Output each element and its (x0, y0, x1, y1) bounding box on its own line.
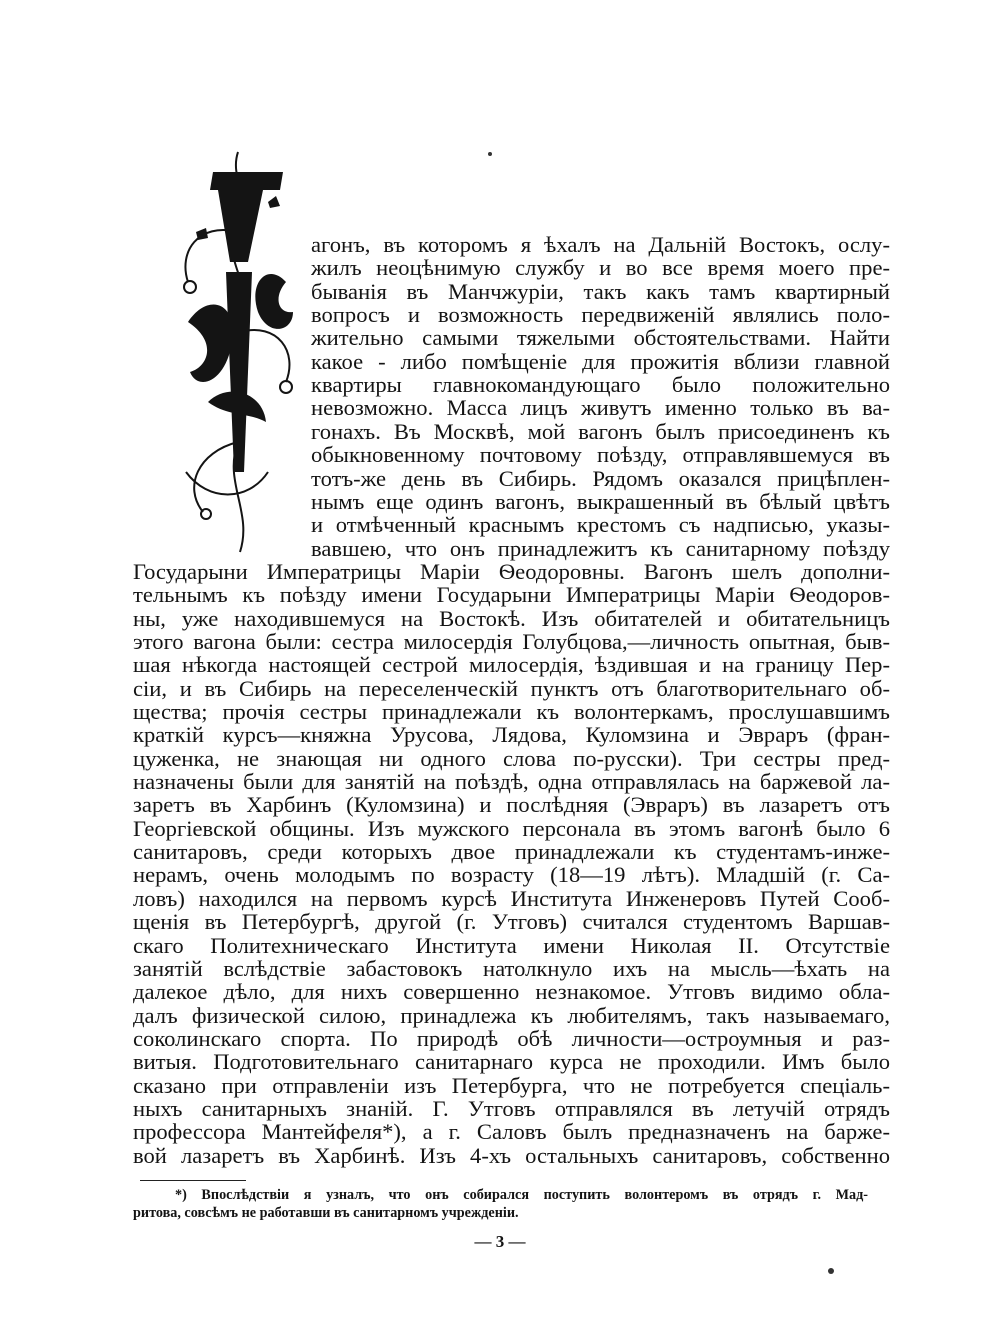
text-line: занятій вслѣдствіе забастовокъ натолкнуло ихъ на мысль—ѣхать на (133, 955, 890, 981)
text-line: Государыни Императрицы Маріи Ѳеодоровны. Вагонъ шелъ дополни- (133, 558, 890, 584)
text-line: ны, уже находившемуся на Востокѣ. Изъ обитателей и обитательницъ (133, 605, 890, 631)
text-line: жительно самыми тяжелыми обстоятельствами. Найти (311, 325, 890, 351)
text-line: ныхъ санитарныхъ знаній. Г. Утговъ отправлялся въ летучій отрядъ (133, 1095, 890, 1121)
footnote-rule (140, 1180, 246, 1181)
footnote-line: *) Впослѣдствіи я узналъ, что онъ собирался поступить волонтеромъ въ отрядъ г. Мад- (175, 1187, 868, 1203)
text-line: профессора Мантейфеля*), а г. Саловъ былъ предназначенъ на барже- (133, 1119, 890, 1145)
text-line: далъ физической силою, принадлежа къ любителямъ, такъ называемаго, (133, 1002, 890, 1028)
text-line: щества; прочія сестры принадлежали къ волонтеркамъ, прослушавшимъ (133, 699, 890, 724)
text-line: быванія въ Манчжуріи, такъ какъ тамъ квартирный (311, 278, 890, 304)
text-line: тотъ-же день въ Сибирь. Рядомъ оказался прицѣплен- (311, 465, 890, 491)
text-line: назначены были для занятій на поѣздѣ, одна отправлялась на баржевой ла- (133, 769, 890, 795)
text-line: нерамъ, очень молодымъ по возрасту (18—19 лѣтъ). Младшій (г. Са- (133, 862, 890, 888)
text-line: вавшею, что онъ принадлежитъ къ санитарному поѣзду (311, 535, 890, 561)
text-line: квартиры главнокомандующаго было положительно (311, 372, 890, 398)
text-line: нымъ еще одинъ вагонъ, выкрашенный въ бѣлый цвѣтъ (311, 488, 890, 514)
text-line: тельнымъ къ поѣзду имени Государыни Императрицы Маріи Ѳеодоров- (133, 582, 890, 608)
text-line: вой лазаретъ въ Харбинѣ. Изъ 4-хъ остальныхъ санитаровъ, собственно (133, 1142, 890, 1168)
text-line: этого вагона были: сестра милосердія Голубцова,—личность опытная, быв- (133, 628, 890, 654)
text-line: Георгіевской общины. Изъ мужского персонала въ этомъ вагонѣ было 6 (133, 815, 890, 841)
text-line: агонъ, въ которомъ я ѣхалъ на Дальній Востокъ, ослу- (311, 232, 890, 257)
text-line: санитаровъ, среди которыхъ двое принадлежали къ студентамъ-инже- (133, 839, 890, 865)
decorative-initial-v-icon (168, 142, 308, 562)
text-line: заретъ въ Харбинъ (Куломзина) и послѣдняя (Эвраръ) въ лазаретъ отъ (133, 792, 890, 818)
text-line: сіи, и въ Сибирь на переселенческій пунктъ отъ благотворительнаго об- (133, 675, 890, 701)
text-line: скаго Политехническаго Института имени Николая II. Отсутствіе (133, 932, 890, 958)
text-line: шая нѣкогда настоящей сестрой милосердія, ѣздившая и на границу Пер- (133, 652, 890, 678)
text-line: щенія въ Петербургѣ, другой (г. Утговъ) считался студентомъ Варшав- (133, 909, 890, 935)
text-line: соколинскаго спорта. По природѣ обѣ личности—остроумныя и раз- (133, 1025, 890, 1051)
text-line: краткій курсъ—княжна Урусова, Лядова, Куломзина и Эвраръ (фран- (133, 722, 890, 748)
text-line: ловъ) находился на первомъ курсѣ Института Инженеровъ Путей Сооб- (133, 885, 890, 911)
footnote-line: ритова, совсѣмъ не работавши въ санитарномъ учрежденіи. (133, 1205, 519, 1221)
text-line: цуженка, не знающая ни одного слова по-русски). Три сестры пред- (133, 745, 890, 771)
text-line: сказано при отправленіи изъ Петербурга, что не потребуется спеціаль- (133, 1072, 890, 1098)
text-line: обыкновенному почтовому поѣзду, отправлявшемуся въ (311, 442, 890, 468)
text-line: далекое дѣло, для нихъ совершенно незнакомое. Утговъ видимо обла- (133, 979, 890, 1005)
ink-speck (488, 152, 492, 156)
text-line: жилъ неоцѣнимую службу и во все время моего пре- (311, 255, 890, 281)
ink-speck (828, 1268, 834, 1274)
text-line: какое - либо помѣщеніе для прожитія вблизи главной (311, 348, 890, 374)
text-line: вопросъ и возможность передвиженій являлись поло- (311, 302, 890, 328)
text-line: и отмѣченный краснымъ крестомъ съ надписью, указы- (311, 512, 890, 538)
text-line: витыя. Подготовительнаго санитарнаго курса не проходили. Имъ было (133, 1049, 890, 1075)
text-line: гонахъ. Въ Москвѣ, мой вагонъ былъ присоединенъ къ (311, 418, 890, 444)
text-line: невозможно. Масса лицъ живутъ именно только въ ва- (311, 395, 890, 421)
page-number: — 3 — (474, 1232, 526, 1251)
